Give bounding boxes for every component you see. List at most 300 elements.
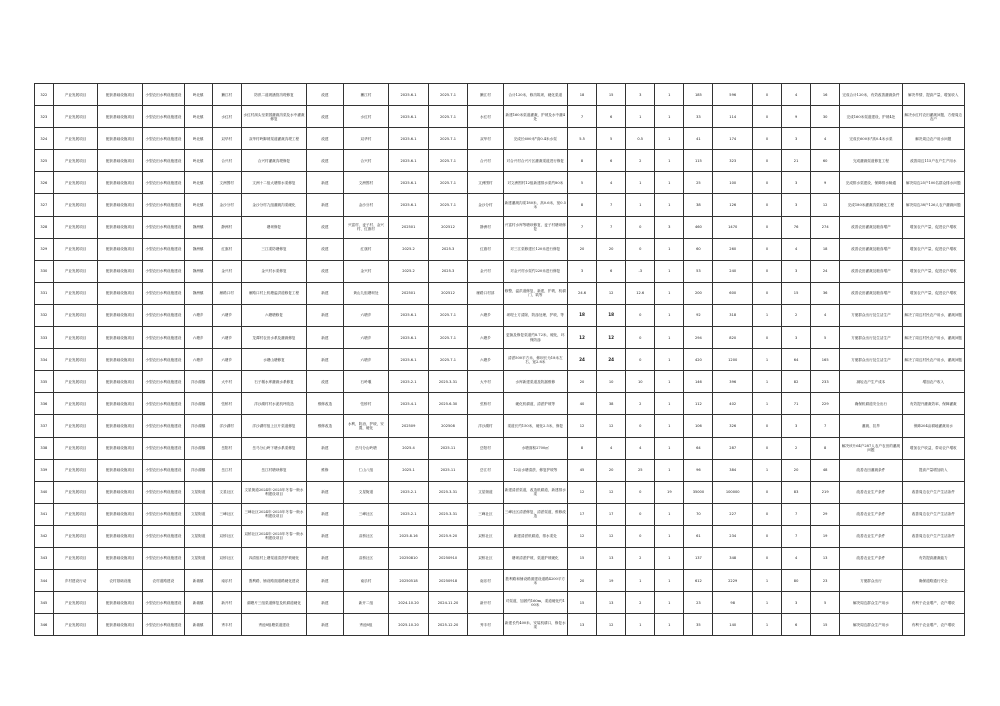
table-cell: 配套基础设施项目	[98, 216, 143, 238]
table-cell: 38	[684, 194, 713, 216]
table-cell: 配套基础设施项目	[98, 481, 143, 503]
table-cell: 12	[597, 282, 626, 304]
table-cell: 新开村	[468, 592, 503, 614]
table-cell: 8	[568, 150, 597, 172]
table-cell: 12	[597, 481, 626, 503]
table-row	[35, 481, 965, 503]
table-cell: 方便群众出行及生活生产	[840, 304, 902, 326]
table-cell: 文星街道	[184, 525, 212, 547]
table-cell: 解决周边农户用水问题	[902, 128, 964, 150]
table-cell: 3	[782, 592, 811, 614]
table-cell: 乡村建设行动	[53, 570, 98, 592]
table-cell: 4	[782, 84, 811, 106]
table-cell: 配套基础设施项目	[98, 84, 143, 106]
table-cell: 增加农户收益，带动农户增收	[902, 437, 964, 459]
table-cell: 12	[597, 327, 626, 349]
table-cell: 对渠道，加固约160m，渠道硬化约100米	[503, 592, 567, 614]
table-cell: 文洲十二组大塘排水渠修复	[241, 172, 306, 194]
table-cell: 新建	[307, 570, 343, 592]
table-cell: 文星街道	[184, 503, 212, 525]
table-cell: 小型农田水利设施建设	[143, 592, 185, 614]
table-cell: 金沙分村	[343, 194, 389, 216]
table-cell: 静洲村	[212, 216, 241, 238]
table-cell: 332	[35, 304, 54, 326]
table-cell: 227	[713, 503, 752, 525]
table-cell: 增加农户产量，促进农户增收	[902, 216, 964, 238]
table-row	[35, 547, 965, 569]
table-cell: 改建	[307, 150, 343, 172]
table-cell: 1	[626, 172, 655, 194]
table-cell: 20	[597, 459, 626, 481]
table-cell: 60	[811, 150, 840, 172]
table-cell: 兴富村水库等塘坝修复，麦子村塘坝修复	[503, 216, 567, 238]
table-cell: 0	[626, 415, 655, 437]
table-cell: 2	[626, 547, 655, 569]
table-cell: 12	[597, 614, 626, 636]
table-cell: 洋沙湖村	[212, 415, 241, 437]
table-cell: 202501	[389, 282, 428, 304]
table-cell: 3	[626, 84, 655, 106]
table-cell: 25	[626, 459, 655, 481]
table-cell: 确保机耕道安全出行	[840, 393, 902, 415]
table-cell: 15	[568, 592, 597, 614]
table-cell: 产业发展项目	[53, 393, 98, 415]
table-cell: 水红村	[212, 106, 241, 128]
table-cell: 1	[626, 570, 655, 592]
table-cell: 137	[684, 547, 713, 569]
table-cell: 112	[684, 393, 713, 415]
table-cell: 改善周边农户生产生活条件	[902, 481, 964, 503]
table-cell: 2025.2.1	[389, 481, 428, 503]
table-cell: 2025.3.31	[428, 503, 467, 525]
table-cell: 200	[684, 282, 713, 304]
table-cell: 20	[782, 459, 811, 481]
table-cell: 改建	[307, 106, 343, 128]
table-cell: 小型农田水利设施建设	[143, 614, 185, 636]
table-cell: 改善农田灌溉及粮食增产	[840, 282, 902, 304]
table-cell: 1	[752, 349, 781, 371]
table-cell: 4	[782, 547, 811, 569]
table-cell: 弦桥村	[343, 393, 389, 415]
table-cell: 2025.6.1	[389, 84, 428, 106]
table-cell: 18	[568, 84, 597, 106]
table-cell: 产业发展项目	[53, 547, 98, 569]
table-cell: 0	[626, 238, 655, 260]
table-cell: 弦桥村	[468, 393, 503, 415]
table-cell: 2025.7.1	[428, 327, 467, 349]
table-cell: 六塘乡	[343, 327, 389, 349]
table-cell: 1	[655, 592, 684, 614]
table-cell: 2	[626, 150, 655, 172]
table-cell: 233	[811, 371, 840, 393]
table-cell: 改善农田灌溉及粮食增产	[840, 216, 902, 238]
table-row	[35, 128, 965, 150]
table-cell: 1470	[713, 216, 752, 238]
table-cell: 12.6	[626, 282, 655, 304]
table-cell: 增加农户产量，促进农户增收	[902, 282, 964, 304]
table-cell: 287	[713, 437, 752, 459]
table-cell: 174	[713, 128, 752, 150]
table-cell: 100000	[713, 481, 752, 503]
table-cell: 2025.6.1	[389, 327, 428, 349]
table-cell: 2	[626, 393, 655, 415]
table-cell: 0	[626, 304, 655, 326]
table-row	[35, 150, 965, 172]
table-cell: 产业发展项目	[53, 128, 98, 150]
table-cell: 小型农田水利设施建设	[143, 128, 185, 150]
table-cell: 12	[811, 194, 840, 216]
table-cell: 岳阳村	[468, 437, 503, 459]
table-cell: 8	[568, 194, 597, 216]
table-cell: 2229	[713, 570, 752, 592]
table-cell: 2025.8.16	[389, 525, 428, 547]
table-cell: 红旗村	[468, 238, 503, 260]
table-cell: 24.6	[568, 282, 597, 304]
table-cell: 384	[713, 459, 752, 481]
table-cell: 岳江村塘坝修复	[241, 459, 306, 481]
table-cell: 大中村	[468, 371, 503, 393]
table-cell: 5	[568, 172, 597, 194]
table-cell: 改建	[307, 238, 343, 260]
table-cell: 文洲围村	[343, 172, 389, 194]
table-cell: 7	[568, 106, 597, 128]
table-cell: 石岭堰	[343, 371, 389, 393]
table-cell: 83	[782, 481, 811, 503]
table-cell: 小型农田水利设施建设	[143, 547, 185, 569]
table-cell: 329	[35, 238, 54, 260]
table-cell: 12亩水塘清淤、修复护坡等	[503, 459, 567, 481]
table-cell: 新建	[307, 349, 343, 371]
table-cell: 219	[811, 481, 840, 503]
table-cell: 0	[752, 525, 781, 547]
table-cell: 322	[35, 84, 54, 106]
table-cell: 六塘乡	[184, 327, 212, 349]
table-cell: 23	[811, 570, 840, 592]
table-cell: 338	[35, 437, 54, 459]
table-cell: 15	[782, 282, 811, 304]
table-cell: 配套基础设施项目	[98, 260, 143, 282]
table-cell: 60	[684, 238, 713, 260]
table-cell: 24	[597, 349, 626, 371]
table-cell: 330	[35, 260, 54, 282]
table-cell: 维修改造	[307, 393, 343, 415]
table-cell: 5	[811, 327, 840, 349]
table-cell: 新建	[307, 304, 343, 326]
table-cell: 82	[782, 371, 811, 393]
table-cell: 20250810	[389, 547, 428, 569]
table-cell: 文洲围村	[468, 172, 503, 194]
table-cell: 612	[684, 570, 713, 592]
table-cell: 0	[752, 106, 781, 128]
table-cell: 配套基础设施项目	[98, 503, 143, 525]
table-cell: 1	[655, 459, 684, 481]
table-row	[35, 216, 965, 238]
table-cell: 仁山八组	[343, 459, 389, 481]
table-cell: 1	[655, 304, 684, 326]
table-cell: 增加农户收入	[902, 371, 964, 393]
table-cell: 38	[597, 393, 626, 415]
table-cell: 有利于农业增产，农户增收	[902, 592, 964, 614]
table-cell: 新建	[307, 282, 343, 304]
table-cell: 新建	[307, 614, 343, 636]
table-cell: 秀丰村	[468, 614, 503, 636]
table-cell: 改善周边农户生产生活条件	[902, 525, 964, 547]
table-cell: 双华村	[468, 128, 503, 150]
table-cell: 合兴村	[343, 150, 389, 172]
table-cell: 6	[597, 260, 626, 282]
table-cell: 小型农田水利设施建设	[143, 84, 185, 106]
table-cell: 岭北镇	[184, 150, 212, 172]
table-cell: 229	[811, 393, 840, 415]
table-cell: 8	[811, 437, 840, 459]
table-cell: 改善农田灌溉条件	[840, 459, 902, 481]
table-cell: 8	[568, 437, 597, 459]
table-row	[35, 282, 965, 304]
table-cell: 2025.6.1	[389, 194, 428, 216]
table-cell: 2025.6.1	[389, 128, 428, 150]
table-cell: 106	[684, 415, 713, 437]
table-cell: 文星街道	[184, 547, 212, 569]
table-cell: 12	[597, 525, 626, 547]
table-cell: 1	[655, 614, 684, 636]
table-cell: 7	[782, 525, 811, 547]
table-cell: 提高产量增加收入	[902, 459, 964, 481]
table-cell: 4	[597, 437, 626, 459]
table-cell: 配套基础设施项目	[98, 194, 143, 216]
table-cell: 改善周边农户生产生活条件	[902, 503, 964, 525]
table-cell: 产业发展项目	[53, 503, 98, 525]
table-cell: 1	[655, 393, 684, 415]
table-cell: 12	[568, 415, 597, 437]
table-cell: 小型农田水利设施建设	[143, 525, 185, 547]
table-cell: 294	[684, 327, 713, 349]
table-cell: 三峰社区2024年-2025年冬春一般水利建设项目	[241, 503, 306, 525]
table-cell: 解决该片64户287人农户农田的灌溉问题	[840, 437, 902, 459]
table-cell: 29	[811, 503, 840, 525]
table-cell: 2025.2.1	[389, 503, 428, 525]
table-cell: 金沙分村	[468, 194, 503, 216]
table-cell: 三峰社区	[343, 503, 389, 525]
table-cell: 340	[35, 481, 54, 503]
table-row	[35, 393, 965, 415]
table-cell: 1	[626, 106, 655, 128]
table-cell: 0	[626, 503, 655, 525]
table-cell: 秀池8组	[343, 614, 389, 636]
table-cell: 新建	[307, 481, 343, 503]
table-cell: 水塘山塘修复	[241, 349, 306, 371]
table-cell: 7	[568, 216, 597, 238]
table-cell: 2025.2.1	[389, 371, 428, 393]
table-cell: 洋沙湖镇	[184, 371, 212, 393]
table-cell: 维修改造	[307, 415, 343, 437]
table-cell: 2025.11	[428, 437, 467, 459]
table-cell: 新建	[307, 437, 343, 459]
table-cell: 雁路口村上机塘溢洪道修复工程	[241, 282, 306, 304]
table-cell: 岭北镇	[184, 128, 212, 150]
table-cell: 产业发展项目	[53, 260, 98, 282]
table-cell: 产业发展项目	[53, 415, 98, 437]
table-cell: 33	[684, 106, 713, 128]
table-cell: 202501	[389, 216, 428, 238]
table-cell: 3	[782, 194, 811, 216]
table-cell: 4	[811, 128, 840, 150]
table-cell: 新建	[307, 327, 343, 349]
table-cell: 完成灌溉渠道修复工程	[840, 150, 902, 172]
table-cell: 10	[597, 371, 626, 393]
table-cell: 六塘塘修复	[241, 304, 306, 326]
table-cell: 雁路口村	[212, 282, 241, 304]
table-cell: 2025.6.30	[428, 393, 467, 415]
table-cell: 产业发展项目	[53, 371, 98, 393]
table-cell: 配套基础设施项目	[98, 459, 143, 481]
table-row	[35, 437, 965, 459]
table-cell: 修整，溢洪道修复，新建，护坡，机耕门，筑等	[503, 282, 567, 304]
table-cell: 41	[684, 128, 713, 150]
table-cell: 金兴村	[212, 260, 241, 282]
table-cell: 1	[752, 592, 781, 614]
table-cell: 24	[568, 349, 597, 371]
table-cell: 4	[626, 437, 655, 459]
table-cell: 18	[597, 304, 626, 326]
table-cell: 新建灌溉沟渠180米，高0.6米，宽0.5米	[503, 194, 567, 216]
table-cell: 1	[655, 194, 684, 216]
table-cell: 343	[35, 547, 54, 569]
table-cell: 596	[713, 84, 752, 106]
table-row	[35, 503, 965, 525]
table-cell: 460	[684, 216, 713, 238]
table-cell: 0	[752, 260, 781, 282]
table-cell: 20	[597, 238, 626, 260]
table-cell: 2025.4	[389, 437, 428, 459]
table-cell: 19	[597, 570, 626, 592]
table-cell: 秀池8组塘渠道建设	[241, 614, 306, 636]
table-cell: 配套基础设施项目	[98, 525, 143, 547]
table-cell: 岭北镇	[184, 84, 212, 106]
table-row	[35, 459, 965, 481]
table-cell: 静洲镇	[184, 216, 212, 238]
table-cell: 0	[752, 128, 781, 150]
table-cell: 雁路口村部	[468, 282, 503, 304]
table-cell: 三峰社区清淤修复，清淤渠道，维修改造	[503, 503, 567, 525]
table-cell: 双桥社区	[343, 525, 389, 547]
table-cell: 六塘乡	[343, 304, 389, 326]
table-cell: 98	[713, 592, 752, 614]
table-cell: 346	[35, 614, 54, 636]
table-row	[35, 106, 965, 128]
table-cell: 双桥社区	[212, 547, 241, 569]
table-cell: 清淤500平方米，修坝长为18米左右，宽2.8米	[503, 349, 567, 371]
table-cell: 344	[35, 570, 54, 592]
table-cell: 完成合计120米，有效改善灌溉条件	[840, 84, 902, 106]
table-cell: 獭江村	[468, 84, 503, 106]
table-cell: 3	[782, 327, 811, 349]
table-cell: 2	[782, 304, 811, 326]
table-cell: 完成180米灌溉沟渠硬化工程	[840, 194, 902, 216]
table-cell: 岳阳村	[212, 437, 241, 459]
table-cell: 18	[568, 304, 597, 326]
table-cell: 92	[684, 304, 713, 326]
table-cell: 12	[568, 481, 597, 503]
table-cell: 南乐村	[343, 570, 389, 592]
table-cell: 0	[752, 481, 781, 503]
table-cell: 獭江村	[343, 84, 389, 106]
table-cell: 2025.3.31	[428, 481, 467, 503]
table-cell: 0	[752, 437, 781, 459]
table-cell: 六塘乡	[184, 304, 212, 326]
table-cell: 323	[713, 150, 752, 172]
table-cell: 改善农田灌溉及粮食增产	[840, 260, 902, 282]
table-cell: 水利，防治，护坡，安置，硬化	[343, 415, 389, 437]
table-cell: 产业发展项目	[53, 481, 98, 503]
table-cell: 0	[752, 84, 781, 106]
table-cell: 小型农田水利设施建设	[143, 304, 185, 326]
table-cell: 金沙分村九组灌溉沟渠硬化	[241, 194, 306, 216]
table-cell: 1	[655, 371, 684, 393]
table-row	[35, 172, 965, 194]
table-cell: 新建	[307, 592, 343, 614]
table-cell: 文星社区	[212, 481, 241, 503]
table-cell: 静洲镇	[184, 238, 212, 260]
table-cell: 24	[811, 260, 840, 282]
table-cell: 61	[684, 525, 713, 547]
table-cell: 完成排水渠建设，保障排水畅通	[840, 172, 902, 194]
table-cell: 2025.3	[428, 260, 467, 282]
table-cell: 小型农田水利设施建设	[143, 481, 185, 503]
table-cell: 岭北镇	[184, 106, 212, 128]
table-cell: 2025.7.1	[428, 349, 467, 371]
table-cell: 小型农田水利设施建设	[143, 238, 185, 260]
table-cell: 胜利路和铺设路面建设道路4200平方米	[503, 570, 567, 592]
table-cell: 方便群众出行	[840, 570, 902, 592]
table-cell: 1200	[713, 349, 752, 371]
table-cell: 20250518	[389, 570, 428, 592]
table-cell: 红旗村	[343, 238, 389, 260]
table-row	[35, 327, 965, 349]
table-cell: 三峰社区	[212, 503, 241, 525]
table-cell: 2025.6.1	[389, 304, 428, 326]
table-cell: 2024.10.20	[389, 592, 428, 614]
table-cell: 产业发展项目	[53, 106, 98, 128]
table-cell: 静洲镇	[184, 282, 212, 304]
table-row	[35, 525, 965, 547]
table-cell: 双华村	[212, 128, 241, 150]
table-cell: 塘坝修复	[241, 216, 306, 238]
table-cell: 5	[811, 592, 840, 614]
table-cell: 337	[35, 415, 54, 437]
table-cell: 146	[684, 371, 713, 393]
table-cell: 35	[684, 614, 713, 636]
table-cell: 0	[626, 327, 655, 349]
table-cell: 新墙镇	[184, 570, 212, 592]
table-cell: 333	[35, 327, 54, 349]
table-cell: 2025.6.1	[389, 349, 428, 371]
table-cell: 解决周边25户100名群众排水问题	[902, 172, 964, 194]
table-cell: 3	[782, 415, 811, 437]
table-cell: 20250910	[428, 547, 467, 569]
table-cell: 13	[597, 547, 626, 569]
table-cell: 1	[655, 172, 684, 194]
table-cell: 维修	[307, 459, 343, 481]
table-cell: 2	[782, 437, 811, 459]
table-cell: 小型农田水利设施建设	[143, 194, 185, 216]
table-cell: 洋沙湖镇	[184, 459, 212, 481]
table-cell: 76	[782, 216, 811, 238]
table-cell: 40	[568, 393, 597, 415]
table-cell: 确保道路通行安全	[902, 570, 964, 592]
table-cell: 六塘乡	[343, 349, 389, 371]
table-cell: 64	[684, 437, 713, 459]
table-cell: 完成160米渠道建设，护坡4处	[840, 106, 902, 128]
